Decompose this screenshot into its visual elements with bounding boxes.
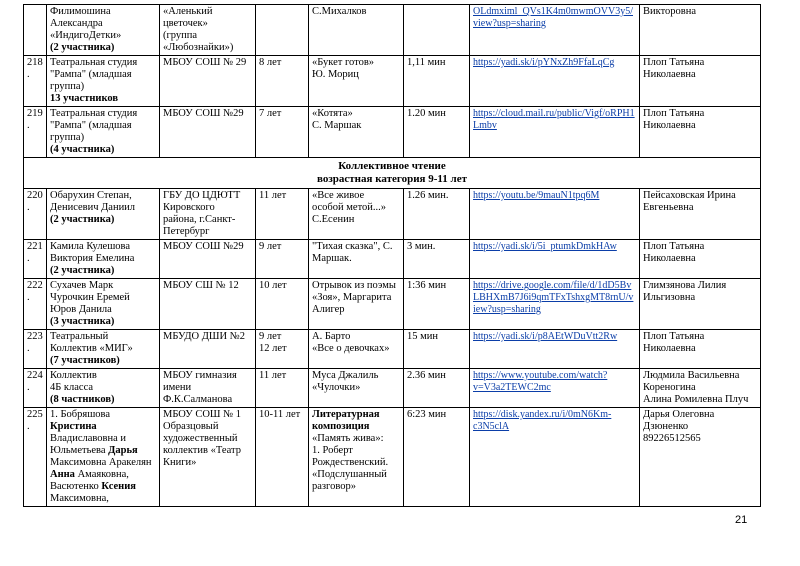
participant-count: 13 участников xyxy=(50,93,119,104)
participant-count: (2 участника) xyxy=(50,42,115,53)
row-number: 225. xyxy=(24,408,47,507)
teacher-line: Глимзянова Лилия Ильгизовна xyxy=(643,280,727,303)
organization-line: Книги» xyxy=(163,457,197,468)
table-row xyxy=(24,279,761,330)
work-title-line: особой метой...» xyxy=(312,202,387,213)
age xyxy=(256,5,309,56)
organization-line: МБОУ СОШ №29 xyxy=(163,241,244,252)
participant-name-line: Театральный xyxy=(50,331,109,342)
video-link-cell xyxy=(470,5,640,56)
participant-name-line: "Рампа" (младшая xyxy=(50,69,132,80)
row-number: 224. xyxy=(24,369,47,408)
work-title xyxy=(309,330,404,369)
participant-name xyxy=(47,369,160,408)
organization-line: «Аленький xyxy=(163,6,213,17)
video-link-cell xyxy=(470,279,640,330)
row-number: 222. xyxy=(24,279,47,330)
organization xyxy=(160,408,256,507)
teacher xyxy=(640,240,761,279)
organization-line: МБОУ СОШ №29 xyxy=(163,108,244,119)
participant-name-line: Театральная студия xyxy=(50,57,138,68)
work-title-line: «Чулочки» xyxy=(312,382,361,393)
organization-line: МБОУ СОШ № 1 xyxy=(163,409,242,420)
participant-name-line: группа) xyxy=(50,81,85,92)
duration: 1,11 мин xyxy=(404,56,470,107)
organization-line: «Любознайки») xyxy=(163,42,234,53)
organization xyxy=(160,240,256,279)
teacher xyxy=(640,408,761,507)
section-header-row xyxy=(24,158,761,189)
participant-name-part: Максимовна, xyxy=(50,493,109,504)
table-row xyxy=(24,56,761,107)
participant-name-part: Анна xyxy=(50,469,75,480)
work-title-line: С.Есенин xyxy=(312,214,355,225)
duration: 6:23 мин xyxy=(404,408,470,507)
teacher xyxy=(640,369,761,408)
age: 11 лет xyxy=(256,369,309,408)
teacher-line: Плоп Татьяна Николаевна xyxy=(643,331,705,354)
organization-line: Ф.К.Салманова xyxy=(163,394,233,405)
work-title xyxy=(309,189,404,240)
age: 9 лет xyxy=(256,240,309,279)
participant-name-part: Максимовна Аракелян xyxy=(50,457,152,468)
work-title-line: «Все о девочках» xyxy=(312,343,390,354)
participant-name-line: Александра xyxy=(50,18,103,29)
work-title-line: «Подслушанный xyxy=(312,469,387,480)
participant-name-line: Обарухин Степан, xyxy=(50,190,132,201)
table-row xyxy=(24,408,761,507)
duration: 3 мин. xyxy=(404,240,470,279)
video-link-cell xyxy=(470,408,640,507)
participant-name xyxy=(47,56,160,107)
age: 8 лет xyxy=(256,56,309,107)
organization-line: МБОУ СОШ № 29 xyxy=(163,57,247,68)
video-link-cell xyxy=(470,56,640,107)
work-title xyxy=(309,408,404,507)
teacher-line: Кореногина xyxy=(643,382,696,393)
table-row xyxy=(24,107,761,158)
work-title xyxy=(309,107,404,158)
organization-line: МБОУ СШ № 12 xyxy=(163,280,239,291)
video-link-cell xyxy=(470,369,640,408)
page-number: 21 xyxy=(735,514,748,526)
teacher xyxy=(640,5,761,56)
organization-line: имени xyxy=(163,382,192,393)
video-link[interactable]: https://drive.google.com/file/d/1dD5BvLBHXmB7J6i9qmTFxTshxgMT8rnU/view?usp=sharing xyxy=(473,280,634,315)
work-title-line: «Все живое xyxy=(312,190,365,201)
organization-line: Кировского xyxy=(163,202,215,213)
teacher xyxy=(640,107,761,158)
participant-name-line: группа) xyxy=(50,132,85,143)
work-title-line: «Зоя», Маргарита xyxy=(312,292,392,303)
organization-line: Образцовый xyxy=(163,421,219,432)
age: 10 лет xyxy=(256,279,309,330)
age: 11 лет xyxy=(256,189,309,240)
work-title-line: "Тихая сказка", С. xyxy=(312,241,393,252)
organization-line: (группа xyxy=(163,30,198,41)
work-title xyxy=(309,279,404,330)
section-title: Коллективное чтение xyxy=(338,160,446,172)
age: 10-11 лет xyxy=(256,408,309,507)
row-number: 220. xyxy=(24,189,47,240)
work-title-line: С. Маршак xyxy=(312,120,362,131)
participant-name-line: Филимошина xyxy=(50,6,111,17)
work-title-bold: Литературная композиция xyxy=(312,409,380,432)
age: 7 лет xyxy=(256,107,309,158)
participant-name-line: Камила Кулешова xyxy=(50,241,131,252)
participant-name xyxy=(47,107,160,158)
participant-name-line: Театральная студия xyxy=(50,108,138,119)
table-row xyxy=(24,5,761,56)
teacher xyxy=(640,189,761,240)
participant-count: (3 участника) xyxy=(50,316,115,327)
participant-name xyxy=(47,5,160,56)
participant-count: (7 участников) xyxy=(50,355,120,366)
work-title-line: С.Михалков xyxy=(312,6,367,17)
work-title xyxy=(309,56,404,107)
duration: 15 мин xyxy=(404,330,470,369)
participant-name-part: Владиславовна и Юльметьева xyxy=(50,433,127,456)
participant-name-part: Дарья xyxy=(108,445,138,456)
video-link-cell xyxy=(470,330,640,369)
duration: 1.26 мин. xyxy=(404,189,470,240)
organization xyxy=(160,330,256,369)
participant-name-line: Коллектив xyxy=(50,370,97,381)
work-title-line: А. Барто xyxy=(312,331,351,342)
table-row xyxy=(24,330,761,369)
teacher xyxy=(640,279,761,330)
teacher-line: Плоп Татьяна Николаевна xyxy=(643,241,705,264)
organization-line: Петербург xyxy=(163,226,210,237)
duration: 1.20 мин xyxy=(404,107,470,158)
organization-line: МБУДО ДШИ №2 xyxy=(163,331,245,342)
participant-count: (2 участника) xyxy=(50,265,115,276)
video-link-cell xyxy=(470,240,640,279)
video-link-cell xyxy=(470,107,640,158)
organization xyxy=(160,189,256,240)
participant-name-line: Денисевич Даниил xyxy=(50,202,136,213)
teacher-line: Плоп Татьяна Николаевна xyxy=(643,108,705,131)
participant-name-line: Виктория Емелина xyxy=(50,253,135,264)
teacher-line: Викторовна xyxy=(643,6,697,17)
participant-count: (2 участника) xyxy=(50,214,115,225)
work-title-line: «Память жива»: xyxy=(312,433,384,444)
organization-line: района, г.Санкт- xyxy=(163,214,236,225)
row-number: 219. xyxy=(24,107,47,158)
work-title-line: Муса Джалиль xyxy=(312,370,379,381)
teacher-line: Евгеньевна xyxy=(643,202,694,213)
organization xyxy=(160,5,256,56)
organization-line: художественный xyxy=(163,433,238,444)
organization xyxy=(160,369,256,408)
work-title-line: Маршак. xyxy=(312,253,352,264)
participant-name xyxy=(47,408,160,507)
work-title-line: Алигер xyxy=(312,304,345,315)
participant-count: (4 участника) xyxy=(50,144,115,155)
work-title xyxy=(309,369,404,408)
participant-name-line: Сухачев Марк xyxy=(50,280,114,291)
participant-name xyxy=(47,330,160,369)
video-link[interactable]: https://yadi.sk/i/5i_ptumkDmkHAw xyxy=(473,241,617,252)
participant-name-line: "Рампа" (младшая xyxy=(50,120,132,131)
organization-line: ГБУ ДО ЦДЮТТ xyxy=(163,190,241,201)
teacher-line: Пейсаховская Ирина xyxy=(643,190,736,201)
participant-name xyxy=(47,240,160,279)
work-title xyxy=(309,5,404,56)
participant-name-part: Кристина xyxy=(50,421,97,432)
work-title-line: разговор» xyxy=(312,481,356,492)
teacher-line: Людмила Васильевна xyxy=(643,370,740,381)
section-age-category: возрастная категория 9-11 лет xyxy=(316,173,468,185)
work-title xyxy=(309,240,404,279)
work-title-line: «Букет готов» xyxy=(312,57,375,68)
participant-count: (8 частников) xyxy=(50,394,115,405)
duration xyxy=(404,5,470,56)
video-link[interactable]: OLdmximl_QVs1K4m0mwmOVV3y5/view?usp=sharing xyxy=(473,6,633,29)
organization xyxy=(160,56,256,107)
table-row xyxy=(24,369,761,408)
participant-name-line: 4Б класса xyxy=(50,382,94,393)
participant-name-part: Ксения xyxy=(101,481,136,492)
teacher-line: Алина Ромилевна Плуч xyxy=(643,394,749,405)
participant-name-line: Чурочкин Еремей xyxy=(50,292,130,303)
participant-name-part: Амаяковна, Васютенко xyxy=(50,469,129,492)
teacher-line: 89226512565 xyxy=(643,433,701,444)
video-link[interactable]: https://youtu.be/9mauN1tpq6M xyxy=(473,190,600,201)
row-number: 223. xyxy=(24,330,47,369)
participant-name-part: 1. Бобряшова xyxy=(50,409,111,420)
participants-table xyxy=(23,4,761,507)
work-title-line: Отрывок из поэмы xyxy=(312,280,396,291)
section-header xyxy=(24,158,761,189)
video-link[interactable]: https://www.youtube.com/watch?v=V3a2TEWC2mc xyxy=(473,370,608,393)
participant-name xyxy=(47,189,160,240)
table-row xyxy=(24,189,761,240)
duration: 2.36 мин xyxy=(404,369,470,408)
organization-line: МБОУ гимназия xyxy=(163,370,237,381)
video-link[interactable]: https://yadi.sk/i/pYNxZh9FfaLqCg xyxy=(473,57,615,68)
table-row xyxy=(24,240,761,279)
age: 9 лет 12 лет xyxy=(256,330,309,369)
work-title-line: Ю. Мориц xyxy=(312,69,359,80)
video-link[interactable]: https://cloud.mail.ru/public/Vigf/oRPH1Lmbv xyxy=(473,108,635,131)
work-title-line: «Котята» xyxy=(312,108,353,119)
teacher-line: Плоп Татьяна Николаевна xyxy=(643,57,705,80)
work-title-line: 1. Роберт xyxy=(312,445,353,456)
organization-line: коллектив «Театр xyxy=(163,445,241,456)
participant-name-line: Юров Данила xyxy=(50,304,112,315)
video-link-cell xyxy=(470,189,640,240)
participant-name xyxy=(47,279,160,330)
teacher xyxy=(640,330,761,369)
teacher xyxy=(640,56,761,107)
organization xyxy=(160,279,256,330)
participant-name-line: «ИндигоДетки» xyxy=(50,30,122,41)
row-number: 218. xyxy=(24,56,47,107)
duration: 1:36 мин xyxy=(404,279,470,330)
row-number xyxy=(24,5,47,56)
row-number: 221. xyxy=(24,240,47,279)
video-link[interactable]: https://yadi.sk/i/p8AEtWDuVtt2Rw xyxy=(473,331,618,342)
participant-name-line: Коллектив «МИГ» xyxy=(50,343,133,354)
work-title-line: Рождественский. xyxy=(312,457,389,468)
organization-line: цветочек» xyxy=(163,18,208,29)
teacher-line: Дарья Олеговна Дзюненко xyxy=(643,409,715,432)
organization xyxy=(160,107,256,158)
video-link[interactable]: https://disk.yandex.ru/i/0mN6Km-c3N5clA xyxy=(473,409,612,432)
